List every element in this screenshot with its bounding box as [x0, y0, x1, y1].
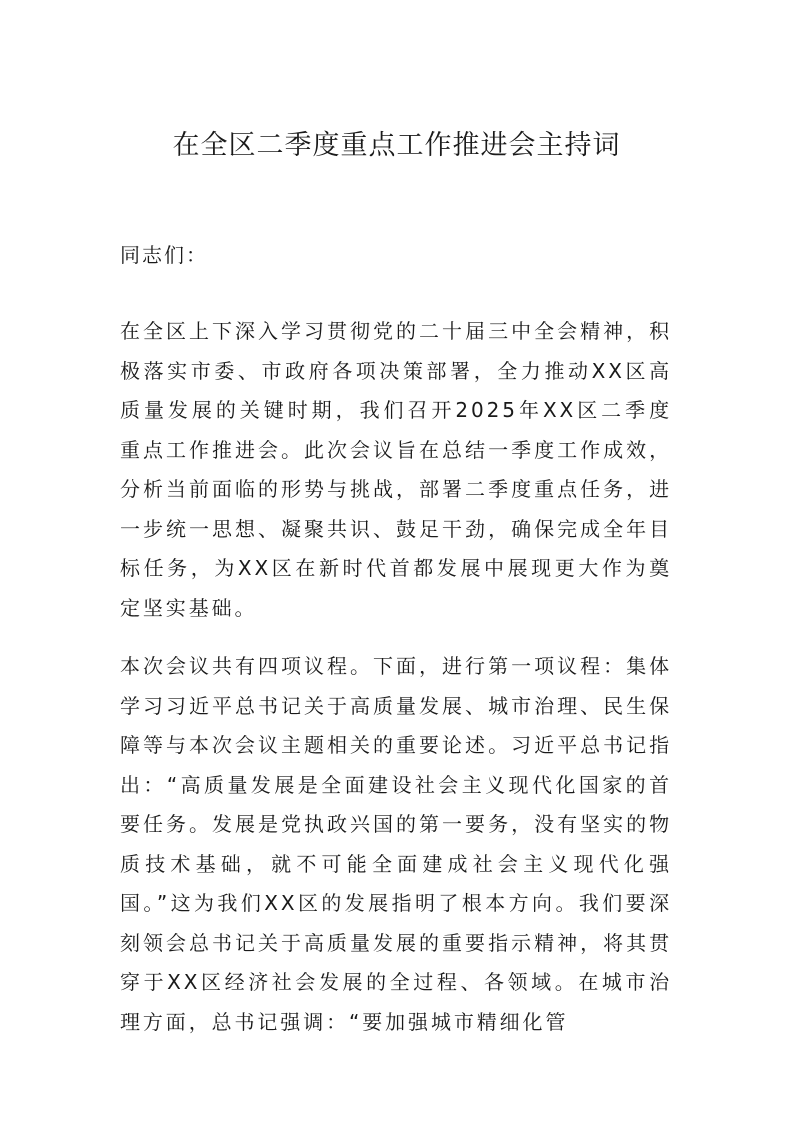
document-title: 在全区二季度重点工作推进会主持词 — [172, 130, 621, 161]
greeting: 同志们： — [120, 243, 208, 267]
paragraph-2: 本次会议共有四项议程。下面，进行第一项议程：集体学习习近平总书记关于高质量发展、城市治理、民生保障等与本次会议主题相关的重要论述。习近平总书记指出：“高质量发展是全面建设社会主义现代化国家的首要任务。发展是党执政兴国的第一要务，没有坚实的物质技术基础，就不可能全面建成社会主义现代化强国。”这为我们XX区的发展指明了根本方向。我们要深刻领会总书记关于高质量发展的重要指示精神，将其贯穿于XX区经济社会发展的全过程、各领域。在城市治理方面，总书记强调：“要加强城市精细化管 — [120, 654, 672, 1034]
paragraph-1: 在全区上下深入学习贯彻党的二十届三中全会精神，积极落实市委、市政府各项决策部署，全力推动XX区高质量发展的关键时期，我们召开2025年XX区二季度重点工作推进会。此次会议旨在总结一季度工作成效，分析当前面临的形势与挑战，部署二季度重点任务，进一步统一思想、凝聚共识、鼓足干劲，确保完成全年目标任务，为XX区在新时代首都发展中展现更大作为奠定坚实基础。 — [120, 319, 672, 620]
